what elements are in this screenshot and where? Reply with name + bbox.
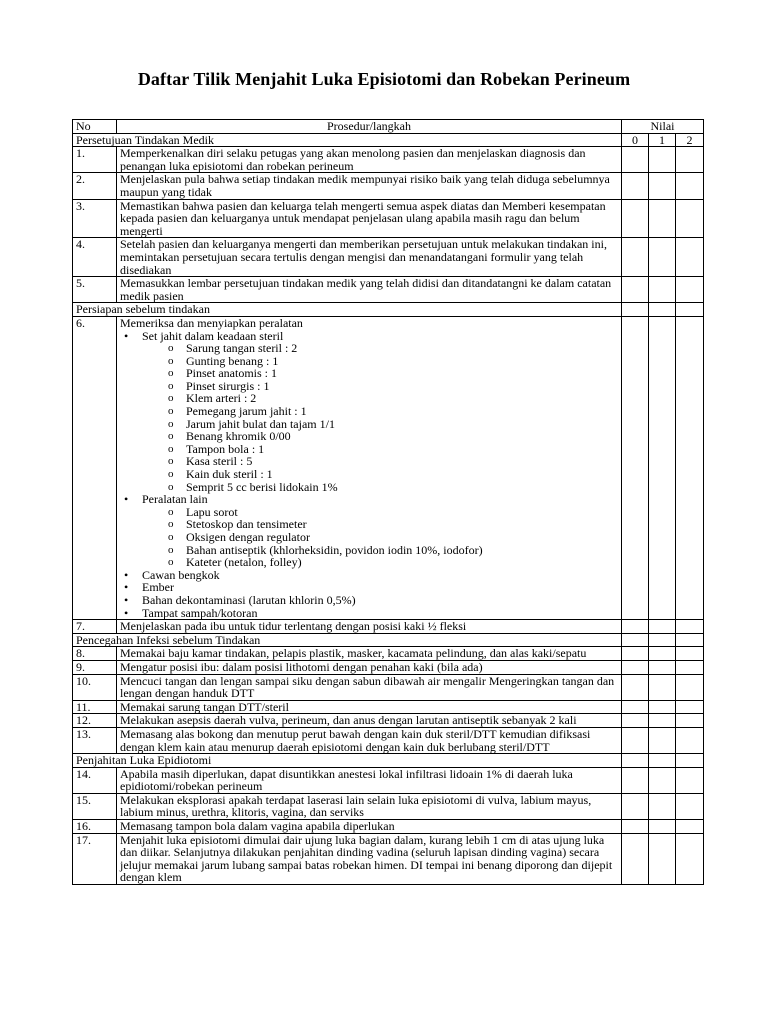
equipment-sublist	[142, 506, 618, 569]
step-number: 2.	[73, 173, 117, 199]
equipment-label: Tampat sampah/kotoran	[142, 605, 258, 620]
step-procedure	[117, 767, 622, 793]
score-cell	[676, 199, 704, 238]
header-nilai: Nilai	[622, 120, 704, 134]
section-title: Penjahitan Luka Epidiotomi	[73, 754, 622, 768]
section-title: Pencegahan Infeksi sebelum Tindakan	[73, 633, 622, 647]
score-cell	[649, 833, 676, 884]
step-number: 3.	[73, 199, 117, 238]
score-cell	[676, 660, 704, 674]
score-cell	[676, 316, 704, 619]
table-row	[73, 660, 704, 674]
table-row	[73, 199, 704, 238]
step-text: Setelah pasien dan keluarganya mengerti dan memberikan persetujuan untuk melakukan tindakan ini, memintakan persetujuan secara tertulis dengan mengisi dan menandatangani formulir yang telah disediakan	[120, 237, 607, 277]
equipment-subitem: o Pinset sirurgis : 1	[186, 380, 618, 393]
section-row	[73, 633, 704, 647]
equipment-subitem: o Oksigen dengan regulator	[186, 531, 618, 544]
step-text: Mengatur posisi ibu: dalam posisi lithotomi dengan penahan kaki (bila ada)	[120, 660, 483, 674]
table-row	[73, 147, 704, 173]
step-text: Memeriksa dan menyiapkan peralatan	[120, 316, 303, 330]
score-cell	[649, 620, 676, 634]
score-cell	[676, 767, 704, 793]
table-row	[73, 700, 704, 714]
score-cell	[622, 199, 649, 238]
step-procedure	[117, 199, 622, 238]
step-text: Memakai sarung tangan DTT/steril	[120, 700, 289, 714]
step-procedure	[117, 647, 622, 661]
score-cell	[622, 238, 649, 277]
equipment-subitem: o Tampon bola : 1	[186, 443, 618, 456]
equipment-subitem: o Pemegang jarum jahit : 1	[186, 405, 618, 418]
equipment-subitem: o Semprit 5 cc berisi lidokain 1%	[186, 481, 618, 494]
step-number: 5.	[73, 277, 117, 303]
score-cell	[676, 238, 704, 277]
score-cell	[622, 647, 649, 661]
score-cell	[622, 727, 649, 753]
table-row	[73, 316, 704, 619]
score-cell	[676, 700, 704, 714]
step-text: Menjelaskan pada ibu untuk tidur terlentang dengan posisi kaki ½ fleksi	[120, 619, 467, 634]
table-row	[73, 674, 704, 700]
equipment-subitem: o Klem arteri : 2	[186, 392, 618, 405]
score-cell	[622, 620, 649, 634]
step-text: Memasang alas bokong dan menutup perut bawah dengan kain duk steril/DTT kemudian difiksasi dengan klem kain atau menurup daerah episiotomi dengan kain duk berlubang steril/DTT	[120, 727, 591, 754]
score-cell	[622, 714, 649, 728]
score-cell	[622, 660, 649, 674]
step-procedure	[117, 700, 622, 714]
score-cell	[649, 303, 676, 317]
step-number: 10.	[73, 674, 117, 700]
score-cell	[676, 793, 704, 819]
score-cell	[622, 277, 649, 303]
section-title: Persetujuan Tindakan Medik	[73, 133, 622, 147]
section-title: Persiapan sebelum tindakan	[73, 303, 622, 317]
step-procedure	[117, 793, 622, 819]
step-text: Apabila masih diperlukan, dapat disuntikkan anestesi lokal infiltrasi lidoain 1% di daerah luka epidiotomi/robekan perineum	[120, 767, 573, 794]
score-cell	[649, 714, 676, 728]
equipment-subitem: o Stetoskop dan tensimeter	[186, 518, 618, 531]
section-row	[73, 133, 704, 147]
step-procedure	[117, 674, 622, 700]
step-text: Memperkenalkan diri selaku petugas yang akan menolong pasien dan menjelaskan diagnosis dan penangan luka episiotomi dan robekan perineum	[120, 146, 586, 173]
step-number: 6.	[73, 316, 117, 619]
step-procedure	[117, 714, 622, 728]
table-row	[73, 647, 704, 661]
equipment-label: Bahan dekontaminasi (larutan khlorin 0,5%)	[142, 592, 356, 607]
score-cell	[676, 620, 704, 634]
score-cell	[649, 238, 676, 277]
step-number: 7.	[73, 620, 117, 634]
step-number: 11.	[73, 700, 117, 714]
step-number: 14.	[73, 767, 117, 793]
score-cell	[622, 173, 649, 199]
score-cell	[622, 303, 649, 317]
equipment-label: Ember	[142, 580, 174, 595]
step-procedure	[117, 238, 622, 277]
score-cell	[676, 647, 704, 661]
step-procedure	[117, 620, 622, 634]
score-cell	[622, 700, 649, 714]
equipment-subitem: o Jarum jahit bulat dan tajam 1/1	[186, 418, 618, 431]
step-number: 16.	[73, 820, 117, 834]
score-cell	[622, 633, 649, 647]
equipment-subitem: o Sarung tangan steril : 2	[186, 342, 618, 355]
step-text: Menjelaskan pula bahwa setiap tindakan medik mempunyai risiko baik yang telah diduga sebelumnya maupun yang tidak	[120, 172, 610, 199]
step-number: 12.	[73, 714, 117, 728]
score-cell	[676, 820, 704, 834]
section-row	[73, 303, 704, 317]
score-cell	[676, 303, 704, 317]
table-row	[73, 173, 704, 199]
table-row	[73, 793, 704, 819]
score-cell	[622, 833, 649, 884]
document-title: Daftar Tilik Menjahit Luka Episiotomi dan Robekan Perineum	[137, 69, 631, 89]
score-cell	[676, 714, 704, 728]
step-procedure	[117, 277, 622, 303]
equipment-sublist	[142, 342, 618, 493]
score-cell	[649, 727, 676, 753]
score-cell	[649, 820, 676, 834]
score-cell	[676, 674, 704, 700]
step-number: 17.	[73, 833, 117, 884]
table-row	[73, 238, 704, 277]
equipment-subitem: o Kain duk steril : 1	[186, 468, 618, 481]
equipment-subitem: o Lapu sorot	[186, 506, 618, 519]
header-no: No	[73, 120, 117, 134]
score-header-2: 2	[676, 133, 704, 147]
table-row	[73, 620, 704, 634]
step-number: 4.	[73, 238, 117, 277]
checklist-body	[73, 120, 704, 885]
step-procedure	[117, 820, 622, 834]
step-text: Mencuci tangan dan lengan sampai siku dengan sabun dibawah air mengalir Mengeringkan tangan dan lengan dengan handuk DTT	[120, 674, 615, 701]
equipment-subitem: o Kasa steril : 5	[186, 455, 618, 468]
score-cell	[622, 767, 649, 793]
header-procedure: Prosedur/langkah	[117, 120, 622, 134]
step-text: Memakai baju kamar tindakan, pelapis plastik, masker, kacamata pelindung, dan alas kaki/sepatu	[120, 646, 587, 661]
equipment-item	[142, 330, 618, 494]
equipment-label: Set jahit dalam keadaan steril	[142, 328, 284, 343]
score-cell	[622, 147, 649, 173]
section-row	[73, 754, 704, 768]
checklist-table	[72, 119, 704, 885]
score-cell	[649, 173, 676, 199]
score-cell	[649, 633, 676, 647]
step-text: Melakukan asepsis daerah vulva, perineum, dan anus dengan larutan antiseptik sebanyak 2 kali	[120, 713, 577, 728]
step-procedure	[117, 316, 622, 619]
table-row	[73, 714, 704, 728]
score-cell	[676, 173, 704, 199]
score-cell	[676, 633, 704, 647]
equipment-subitem: o Benang khromik 0/00	[186, 430, 618, 443]
score-cell	[676, 727, 704, 753]
score-cell	[622, 820, 649, 834]
step-procedure	[117, 660, 622, 674]
table-row	[73, 767, 704, 793]
equipment-subitem: o Gunting benang : 1	[186, 355, 618, 368]
equipment-subitem: o Kateter (netalon, folley)	[186, 556, 618, 569]
equipment-subitem: o Bahan antiseptik (khlorheksidin, povidon iodin 10%, iodofor)	[186, 544, 618, 557]
step-text: Memasukkan lembar persetujuan tindakan medik yang telah didisi dan ditandatangni ke dalam catatan medik pasien	[120, 276, 612, 303]
table-row	[73, 833, 704, 884]
equipment-subitem: o Pinset anatomis : 1	[186, 367, 618, 380]
score-cell	[649, 700, 676, 714]
step-number: 9.	[73, 660, 117, 674]
score-cell	[649, 147, 676, 173]
equipment-item	[142, 607, 618, 620]
step-procedure	[117, 147, 622, 173]
score-cell	[676, 147, 704, 173]
step-text: Memastikan bahwa pasien dan keluarga telah mengerti semua aspek diatas dan Memberi kesempatan kepada pasien dan keluarganya untuk mendapat penjelasan ulang apabila masih ragu dan belum mengerti	[120, 199, 606, 238]
score-cell	[676, 833, 704, 884]
score-cell	[622, 316, 649, 619]
score-cell	[649, 767, 676, 793]
score-cell	[649, 647, 676, 661]
equipment-item	[142, 569, 618, 582]
score-cell	[649, 277, 676, 303]
score-header-0: 0	[622, 133, 649, 147]
equipment-list	[120, 330, 618, 620]
score-header-1: 1	[649, 133, 676, 147]
step-number: 13.	[73, 727, 117, 753]
step-text: Memasang tampon bola dalam vagina apabila diperlukan	[120, 819, 395, 834]
score-cell	[622, 793, 649, 819]
score-cell	[622, 754, 649, 768]
table-row	[73, 820, 704, 834]
table-row	[73, 727, 704, 753]
table-row	[73, 277, 704, 303]
score-cell	[676, 754, 704, 768]
step-number: 1.	[73, 147, 117, 173]
equipment-label: Cawan bengkok	[142, 567, 220, 582]
step-text: Menjahit luka episiotomi dimulai dair ujung luka bagian dalam, kurang lebih 1 cm di atas ujung luka dan diikar. Selanjutnya dilakukan penjahitan dinding vadina (seluruh lapisan dinding vagina) secara jelujur memakai jarum lubang sampai batas robekan himen. DI tempai ini benang diporong dan dijepit dengan klem	[120, 833, 613, 885]
score-cell	[649, 199, 676, 238]
step-procedure	[117, 173, 622, 199]
score-cell	[622, 674, 649, 700]
score-cell	[649, 660, 676, 674]
equipment-item	[142, 493, 618, 569]
header-row	[73, 120, 704, 134]
step-number: 15.	[73, 793, 117, 819]
score-cell	[649, 793, 676, 819]
score-cell	[649, 674, 676, 700]
step-procedure	[117, 727, 622, 753]
equipment-label: Peralatan lain	[142, 492, 208, 507]
score-cell	[649, 754, 676, 768]
step-text: Melakukan eksplorasi apakah terdapat laserasi lain selain luka episiotomi di vulva, labium mayus, labium minus, urethra, klitoris, vagina, dan serviks	[120, 793, 592, 820]
score-cell	[649, 316, 676, 619]
step-number: 8.	[73, 647, 117, 661]
score-cell	[676, 277, 704, 303]
step-procedure	[117, 833, 622, 884]
